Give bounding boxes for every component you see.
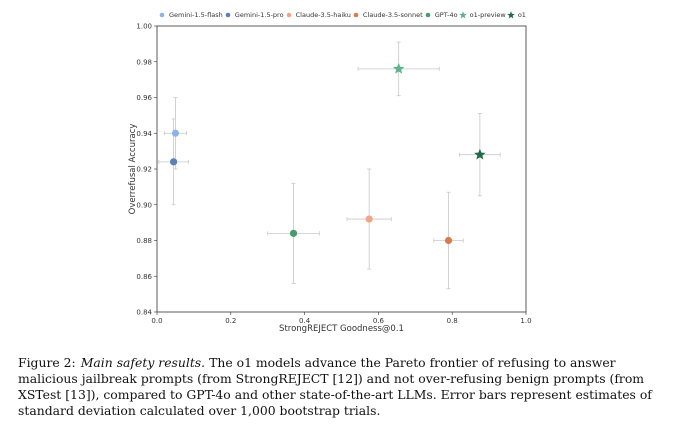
legend-label: GPT-4o xyxy=(434,11,458,19)
data-point xyxy=(172,130,179,137)
legend-label: Gemini-1.5-flash xyxy=(169,11,223,19)
y-tick-label: 0.98 xyxy=(136,58,152,67)
x-axis-label: StrongREJECT Goodness@0.1 xyxy=(279,324,404,334)
legend-label: Gemini-1.5-pro xyxy=(234,11,284,19)
y-tick-label: 0.88 xyxy=(136,237,152,245)
y-tick-label: 0.84 xyxy=(136,308,152,317)
legend-label: o1-preview xyxy=(469,11,506,19)
error-bars xyxy=(159,42,500,289)
caption-label: Figure 2: xyxy=(18,355,76,370)
y-tick-label: 1.00 xyxy=(136,22,152,31)
caption-text: The o1 models advance the Pareto frontier of refusing to answer malicious jailbreak prompts (from StrongREJECT [12]) and not over-refusing benign prompts (from XSTest [13]), compared to GPT-4o and other state-of-the-art LLMs. Error bars represent estimates of standard deviation calculated over 1,000 bootstrap trials. xyxy=(18,355,652,418)
y-tick-label: 0.96 xyxy=(136,94,152,102)
x-tick-label: 1.0 xyxy=(520,317,532,325)
x-tick-label: 0.2 xyxy=(225,317,237,325)
x-tick-label: 0.8 xyxy=(446,317,458,325)
y-tick-label: 0.86 xyxy=(136,272,152,281)
y-axis-label: Overrefusal Accuracy xyxy=(128,123,138,215)
legend-label: Claude-3.5-sonnet xyxy=(362,11,423,19)
x-tick-label: 0.0 xyxy=(151,317,163,325)
figure-caption xyxy=(18,355,668,419)
data-point xyxy=(366,215,373,222)
x-tick-label: 0.6 xyxy=(372,317,384,325)
data-points xyxy=(170,63,486,244)
y-tick-label: 0.94 xyxy=(136,129,152,138)
y-axis-ticks xyxy=(136,23,157,317)
x-tick-label: 0.4 xyxy=(299,317,311,325)
y-tick-label: 0.92 xyxy=(136,165,152,174)
y-tick-label: 0.90 xyxy=(136,201,152,210)
legend-label: o1 xyxy=(517,11,526,19)
data-point xyxy=(170,158,177,165)
legend-label: Claude-3.5-haiku xyxy=(295,11,351,19)
data-point xyxy=(445,237,452,244)
caption-title: Main safety results. xyxy=(80,355,206,370)
plot-area-frame xyxy=(157,26,526,312)
data-point xyxy=(290,230,297,237)
